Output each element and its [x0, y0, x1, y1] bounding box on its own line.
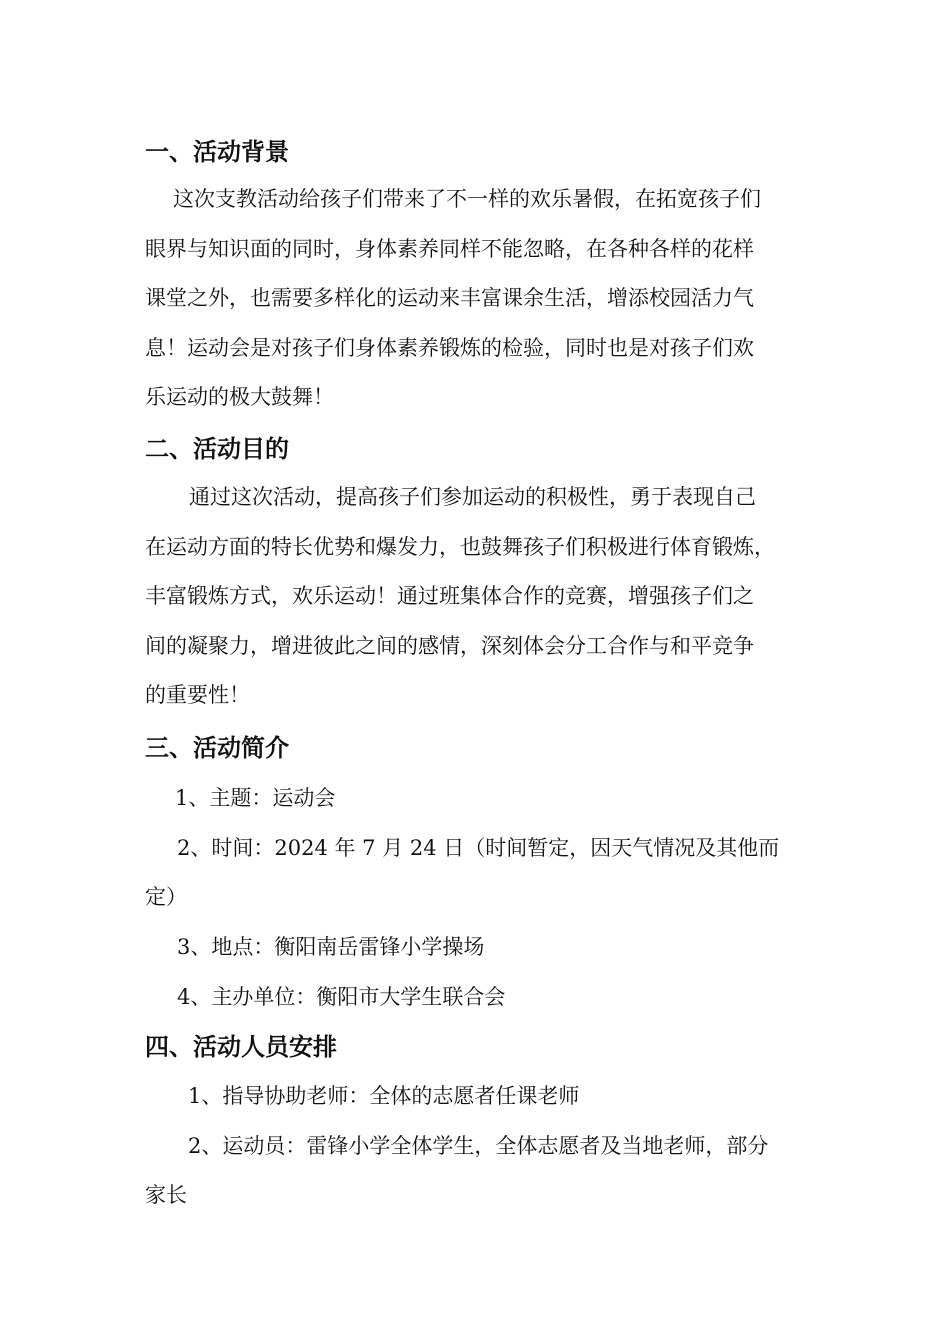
paragraph-line: 在运动方面的特长优势和爆发力，也鼓舞孩子们积极进行体育锻炼， — [145, 534, 775, 559]
paragraph-line: 课堂之外，也需要多样化的运动来丰富课余生活，增添校园活力气 — [145, 286, 754, 310]
overview-item-time: 2、时间：2024 年 7 月 24 日（时间暂定，因天气情况及其他而 — [177, 836, 780, 860]
staffing-item-teachers: 1、指导协助老师：全体的志愿者任课老师 — [188, 1084, 580, 1108]
staffing-item-athletes-cont: 家长 — [145, 1183, 187, 1207]
paragraph-line: 间的凝聚力，增进彼此之间的感情，深刻体会分工合作与和平竞争 — [145, 633, 754, 658]
paragraph-line: 丰富锻炼方式，欢乐运动！通过班集体合作的竞赛，增强孩子们之 — [145, 584, 754, 608]
staffing-item-athletes: 2、运动员：雷锋小学全体学生，全体志愿者及当地老师，部分 — [188, 1134, 769, 1158]
section-heading-background: 一、活动背景 — [145, 138, 289, 166]
background-paragraph — [145, 175, 810, 423]
section-heading-purpose: 二、活动目的 — [145, 435, 289, 463]
section-heading-overview: 三、活动简介 — [145, 734, 289, 762]
paragraph-line: 通过这次活动，提高孩子们参加运动的积极性，勇于表现自己 — [189, 485, 756, 509]
overview-item-organizer: 4、主办单位：衡阳市大学生联合会 — [177, 985, 506, 1009]
section-heading-staffing: 四、活动人员安排 — [145, 1033, 337, 1061]
paragraph-line: 乐运动的极大鼓舞！ — [145, 385, 334, 409]
paragraph-line: 眼界与知识面的同时，身体素养同样不能忽略，在各种各样的花样 — [145, 236, 754, 261]
paragraph-line: 息！运动会是对孩子们身体素养锻炼的检验，同时也是对孩子们欢 — [145, 335, 754, 360]
overview-item-theme: 1、主题：运动会 — [175, 786, 336, 810]
overview-item-location: 3、地点：衡阳南岳雷锋小学操场 — [177, 935, 485, 959]
paragraph-line: 的重要性！ — [145, 683, 250, 707]
overview-item-time-cont: 定） — [145, 885, 187, 909]
paragraph-line: 这次支教活动给孩子们带来了不一样的欢乐暑假，在拓宽孩子们 — [173, 187, 761, 211]
purpose-paragraph — [145, 473, 810, 721]
